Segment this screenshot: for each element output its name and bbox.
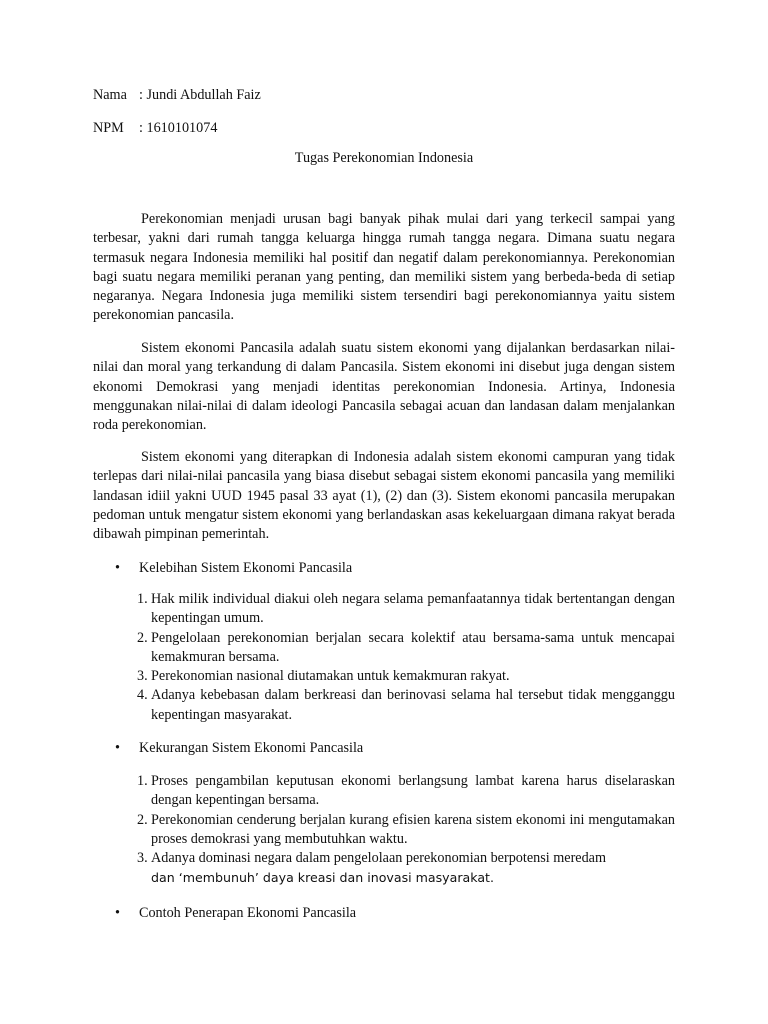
section-heading-text: Kelebihan Sistem Ekonomi Pancasila bbox=[139, 560, 353, 576]
section-heading-kekurangan bbox=[115, 739, 363, 758]
list-item bbox=[137, 590, 675, 629]
list-item-text-continued: dan ‘membunuh’ daya kreasi dan inovasi masyarakat. bbox=[151, 870, 494, 886]
npm-line bbox=[93, 119, 217, 138]
list-item-text: Proses pengambilan keputusan ekonomi berlangsung lambat karena harus diselaraskan dengan kepentingan bersama. bbox=[151, 773, 675, 809]
list-item-text: Perekonomian nasional diutamakan untuk kemakmuran rakyat. bbox=[151, 668, 510, 685]
list-number: 4. bbox=[137, 687, 148, 704]
list-number: 3. bbox=[137, 668, 148, 685]
list-item-text: Adanya kebebasan dalam berkreasi dan berinovasi selama hal tersebut tidak mengganggu kepentingan masyarakat. bbox=[151, 687, 675, 723]
npm-value: : 1610101074 bbox=[139, 120, 218, 136]
kelebihan-list bbox=[137, 590, 675, 725]
list-item bbox=[137, 667, 675, 686]
list-number: 1. bbox=[137, 773, 148, 789]
bullet-icon: • bbox=[115, 740, 120, 756]
name-label: Nama bbox=[93, 87, 127, 103]
kekurangan-list bbox=[137, 772, 675, 889]
list-item bbox=[137, 811, 675, 850]
section-heading-contoh bbox=[115, 904, 356, 923]
section-heading-text: Contoh Penerapan Ekonomi Pancasila bbox=[139, 905, 357, 921]
section-heading-text: Kekurangan Sistem Ekonomi Pancasila bbox=[139, 740, 364, 756]
bullet-icon: • bbox=[115, 905, 120, 921]
npm-label: NPM bbox=[93, 120, 124, 136]
list-item bbox=[137, 772, 675, 811]
list-item-text: Pengelolaan perekonomian berjalan secara kolektif atau bersama-sama untuk mencapai kemakmuran bersama. bbox=[151, 629, 675, 665]
list-number: 1. bbox=[137, 591, 148, 607]
list-item-text: Perekonomian cenderung berjalan kurang efisien karena sistem ekonomi ini mengutamakan proses demokrasi yang membutuhkan waktu. bbox=[151, 811, 675, 847]
list-item-text: Adanya dominasi negara dalam pengelolaan perekonomian berpotensi meredam bbox=[151, 850, 607, 867]
section-heading-kelebihan bbox=[115, 559, 352, 578]
name-line bbox=[93, 86, 261, 105]
list-item-text: Hak milik individual diakui oleh negara selama pemanfaatannya tidak bertentangan dengan kepentingan umum. bbox=[151, 591, 675, 627]
name-value: : Jundi Abdullah Faiz bbox=[139, 87, 261, 103]
paragraph-3: Sistem ekonomi yang diterapkan di Indonesia adalah sistem ekonomi campuran yang tidak terlepas dari nilai-nilai pancasila yang biasa disebut sebagai sistem ekonomi pancasila yang memiliki landasan idiil yakni UUD 1945 pasal 33 ayat (1), (2) dan (3). Sistem ekonomi pancasila merupakan pedoman untuk mengatur sistem ekonomi yang berlandaskan asas kekeluargaan dimana rakyat berada dibawah pimpinan pemerintah. bbox=[93, 449, 675, 543]
document-title: Tugas Perekonomian Indonesia bbox=[294, 150, 474, 166]
list-item bbox=[137, 849, 675, 889]
bullet-icon: • bbox=[115, 560, 120, 576]
paragraph-1: Perekonomian menjadi urusan bagi banyak pihak mulai dari yang terkecil sampai yang terbesar, yakni dari rumah tangga keluarga hingga rumah tangga negara. Dimana suatu negara termasuk negara Indonesia memiliki hal positif dan negatif dalam perekonomiannya. Perekonomian bagi suatu negara memiliki peranan yang penting, dan memiliki sistem yang berbeda-beda di setiap negaranya. Negara Indonesia juga memiliki sistem tersendiri bagi perekonomiannya yaitu sistem perekonomian pancasila. bbox=[93, 211, 675, 324]
list-number: 3. bbox=[137, 850, 148, 867]
list-item bbox=[137, 686, 675, 725]
list-item bbox=[137, 629, 675, 668]
list-number: 2. bbox=[137, 629, 148, 646]
paragraph-2: Sistem ekonomi Pancasila adalah suatu sistem ekonomi yang dijalankan berdasarkan nilai-nilai dan moral yang terkandung di dalam Pancasila. Sistem ekonomi ini disebut juga dengan sistem ekonomi Demokrasi yang menjadi identitas perekonomian Indonesia. Artinya, Indonesia menggunakan nilai-nilai di dalam ideologi Pancasila sebagai acuan dan landasan dalam menjalankan roda perekonomian. bbox=[93, 340, 675, 434]
list-number: 2. bbox=[137, 811, 148, 828]
